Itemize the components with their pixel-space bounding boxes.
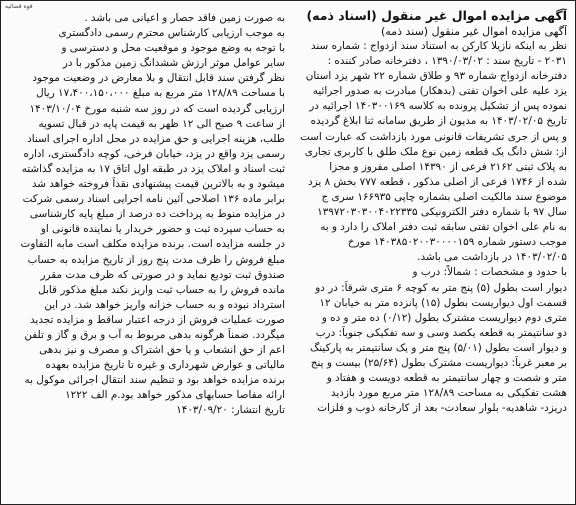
right-column bbox=[295, 7, 567, 416]
text-line: برابر ماده ۱۳۶ اصلاحی آئین نامه اجرایی اسناد رسمی شرکت bbox=[22, 193, 285, 206]
text-line: طلب، هزینه اجرایی و حق مزایده در محل اداره اجرای اسناد bbox=[27, 132, 285, 145]
text-line: دریزد- شاهدیه- بلوار سعادت- بعد از کارخانه ذوب و فلزات bbox=[317, 402, 567, 415]
text-line: به نام علی اخوان تفتی سابقه ثبت دفتر املاک را دارد و به bbox=[320, 221, 567, 234]
notice-subtitle: آگهی مزایده اموال غیر منقول (سند ذمه) bbox=[381, 25, 567, 38]
text-line: با توجه به وضع موجود و موقعیت محل و دسترسی و bbox=[61, 42, 285, 55]
text-line: ۱۴۰۳/۰۲/۰۵ در بازداشت می باشد. bbox=[417, 251, 567, 264]
text-line: قسمت اول دیواریست بطول (۱۵) پانزده متر به خیابان ۱۲ bbox=[319, 296, 567, 309]
notice-title: آگهی مزایده اموال غیر منقول (اسناد ذمه) bbox=[306, 8, 567, 23]
text-line: به پلاک ثبتی ۲۱۶۲ فرعی از ۱۴۳۹۰ اصلی مفروز و مجزا bbox=[329, 160, 567, 173]
text-line: میگردد. ضمناً هرگونه بدهی مربوط به آب و برق و گاز و تلفن bbox=[24, 328, 285, 341]
text-line: موضوع سند مالکیت اصلی بشماره چاپی ۱۶۶۹۳۵ سری ج bbox=[321, 190, 567, 203]
text-line: بر معبر غرباً: دیواریست مشترک بطول (۲۵/۶۴) بیست و پنج bbox=[310, 356, 567, 369]
text-line: نظر گرفتن سند قابل انتقال و بلا معارض در وضعیت موجود bbox=[32, 72, 285, 85]
text-line: صورت عملیات فروش از درجه اعتبار ساقط و مزایده تجدید bbox=[29, 313, 285, 326]
judiciary-tag: قوه قضائیه bbox=[5, 3, 33, 10]
text-line: هشت تفکیکی به مساحت ۱۲۸/۸۹ متر مربع مورد بازدید bbox=[330, 387, 567, 400]
text-line: به موجب ارزیابی کارشناس محترم رسمی دادگستری bbox=[58, 27, 285, 40]
text-line: موجب دستور شماره ۱۴۰۳۸۵۰۲۰۰۳۰۰۰۰۱۵۹ مورخ bbox=[347, 236, 567, 249]
text-line: متری دوم دیواریست مشترک بطول (۰/۱۲) ده متر و ده و bbox=[321, 311, 567, 324]
text-line: نموده پس از تشکیل پرونده به کلاسه ۱۴۰۳۰۰۱۶۹ اجرائیه در bbox=[309, 100, 567, 113]
text-line: متر و شصت و چهار سانتیمتر به قطعه دویست و هفتاد و bbox=[326, 372, 567, 385]
text-line: و دیوار است بطول (۵/۰۱) پنج متر و یک سانتیمتر به پارکینگ bbox=[310, 341, 567, 354]
text-line: مبلغ فروش را ظرف مدت پنج روز از تاریخ مزایده به حساب bbox=[27, 253, 285, 266]
left-column-body bbox=[9, 11, 285, 419]
text-line: برنده مزایده خواهد بود و تنظیم سند انتقال اجرائی موکول به bbox=[24, 374, 285, 387]
text-line: شده از ۱۷۴۶ فرعی از اصلی مذکور ، قطعه ۷۷۷ بخش ۸ یزد bbox=[308, 175, 567, 188]
text-line: سال ۹۷ با شماره دفتر الکترونیکی ۱۳۹۷۲۰۳۰۳۰۰۴۰۲۲۳۳۵ bbox=[317, 206, 567, 219]
text-line: با حدود و مشخصات : شمالاً: درب و bbox=[412, 266, 567, 279]
text-line: به حساب سپرده ثبت و حضور خریدار یا نماینده قانونی او bbox=[40, 223, 285, 236]
text-line: میشود و به بالاترین قیمت پیشنهادی نقداً فروخته خواهد شد bbox=[31, 178, 285, 191]
text-line: به صورت زمین فاقد حصار و اعیانی می باشد . bbox=[84, 12, 285, 24]
text-line: نظر به اینکه نازیلا کارکن به استناد سند ازدواج : شماره سند bbox=[310, 40, 567, 52]
text-line: سایر عوامل موثر ارزش ششدانگ زمین مذکور با در bbox=[62, 57, 285, 70]
text-line: یزد علیه علی اخوان تفتی (بدهکار) مبادرت به صدور اجرائیه bbox=[312, 85, 567, 98]
text-line: دیوار است بطول (۵) پنج متر به کوچه ۶ متری شرقاً: در دو bbox=[315, 281, 567, 294]
text-line: تاریخ ۱۴۰۳/۰۲/۰۵ به مدیون از طریق سامانه ثنا ابلاغ گردیده bbox=[310, 115, 567, 128]
text-line: از: شش دانگ یک قطعه زمین نوع ملک طلق با کاربری تجاری bbox=[304, 145, 567, 158]
text-line: ۲۰۳۱ - تاریخ سند : ۱۳۹۰/۰۳/۰۲ ، دفترخانه صادر کننده : bbox=[327, 55, 567, 68]
text-line: دفترخانه ازدواج شماره ۹۳ و طلاق شماره ۲۲ شهر یزد استان bbox=[305, 70, 567, 83]
text-line: اعم از حق انشعاب و یا حق اشتراک و مصرف و نیز بدهی bbox=[39, 344, 285, 357]
text-line: ارائه مفاصا حسابهای مذکور خواهد بود.م الف ۱۲۲۲ bbox=[65, 389, 285, 402]
right-column-body bbox=[295, 39, 567, 416]
text-line: مانده فروش را به حساب ثبت واریز نکند مبلغ مذکور قابل bbox=[38, 283, 285, 296]
text-line: در مزایده منوط به پرداخت ده درصد از مبلغ پایه کارشناسی bbox=[29, 208, 285, 221]
left-column bbox=[9, 11, 285, 419]
text-line: استرداد نبوده و به حساب خزانه واریز خواهد شد. در این bbox=[44, 298, 285, 311]
text-line: با مساحت ۱۲۸/۸۹ متر مربع به مبلغ ۱۷،۴۰۰،۱۵۰،۰۰۰ ریال bbox=[36, 87, 285, 100]
text-line: تاریخ انتشار: ۱۴۰۳/۰۹/۲۰ bbox=[176, 404, 285, 417]
text-line: ارزیابی گردیده است که در روز سه شنبه مورخ ۱۴۰۳/۱۰/۰۴ bbox=[29, 102, 285, 115]
text-line: از ساعت ۹ صبح الی ۱۲ ظهر به قیمت پایه در قبال تسویه bbox=[38, 117, 285, 130]
text-line: دو سانتیمتر به قطعه یکصد وسی و سه تفکیکی جنوباً: درب bbox=[315, 326, 567, 339]
text-line: رسمی یزد واقع در یزد، خیابان فرخی، کوچه دادگستری، اداره bbox=[23, 147, 285, 160]
text-line: ثبت اسناد و املاک یزد در طبقه اول اتاق ۱۷ به مزایده گذاشته bbox=[21, 162, 285, 175]
text-line: و پس از جری تشریفات قانونی مورد بازداشت که عبارت است bbox=[299, 130, 567, 143]
text-line: در جلسه مزایده است. برنده مزایده مکلف است مابه التفاوت bbox=[20, 238, 285, 251]
text-line: صندوق ثبت تودیع نماید و در صورتی که ظرف مدت مقرر bbox=[40, 268, 285, 281]
text-line: مالیاتی و عوارض شهرداری و غیره تا تاریخ مزایده بعهده bbox=[45, 359, 285, 372]
